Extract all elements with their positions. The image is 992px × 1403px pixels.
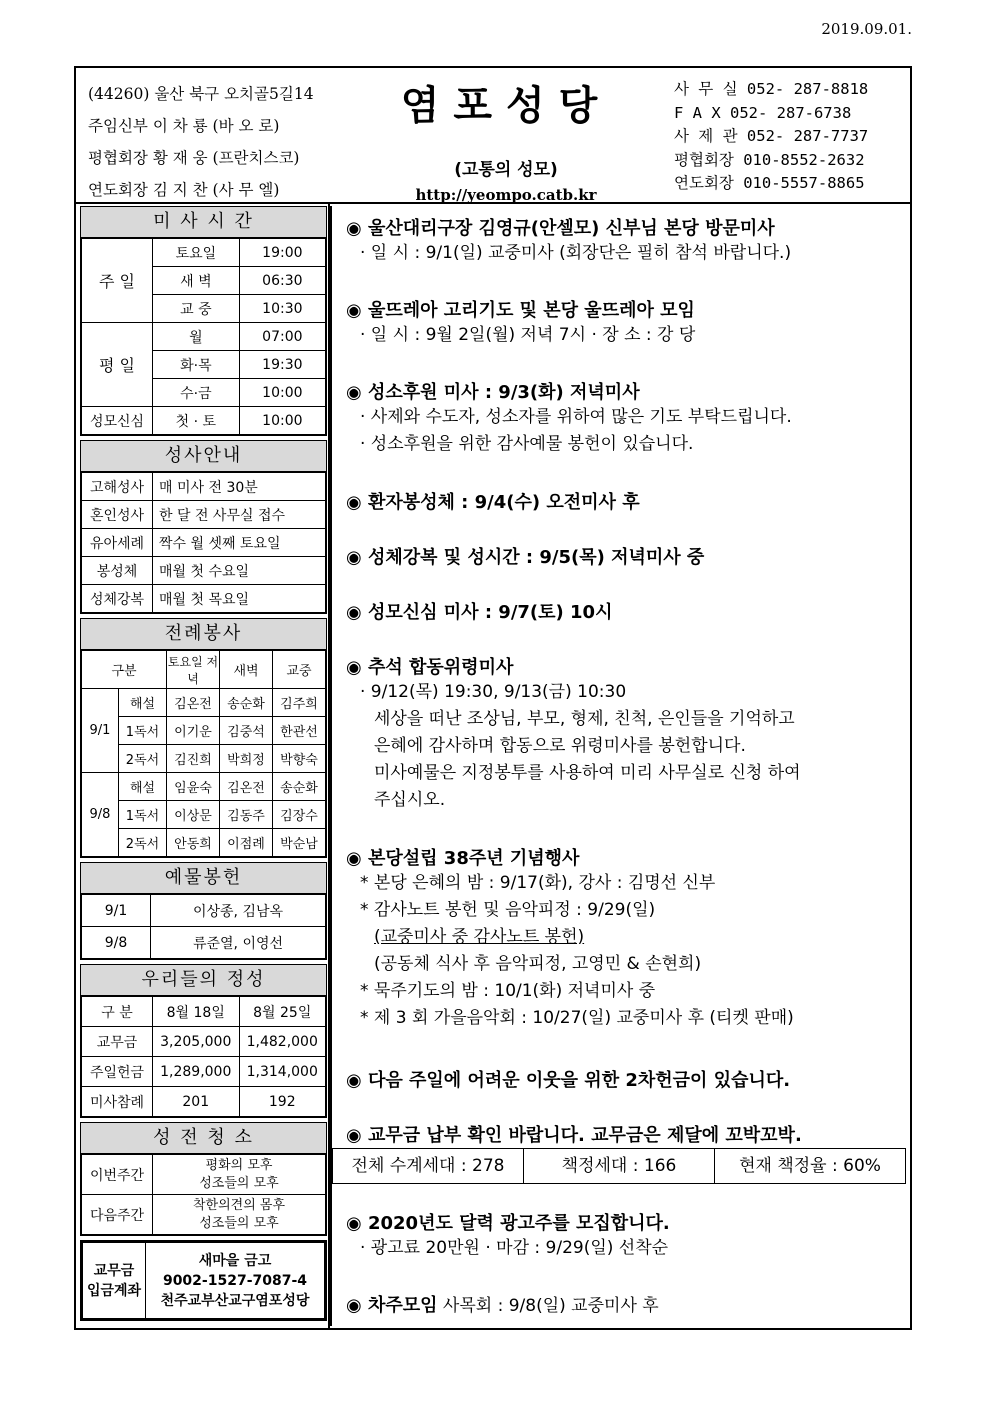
liturgy-person: 박희정 [220, 745, 273, 773]
notice-title: ◉ 성체강복 및 성시간 : 9/5(목) 저녁미사 중 [346, 547, 705, 568]
offering-section [80, 862, 327, 960]
liturgy-table [81, 650, 326, 857]
liturgy-role: 2독서 [119, 829, 167, 857]
contact-office: 사 무 실 052- 287-8818 [674, 80, 869, 98]
notice-title: ◉ 차주모임 [346, 1295, 438, 1316]
liturgy-person: 송순화 [220, 689, 273, 717]
donations-section [80, 964, 327, 1118]
liturgy-person: 김온전 [167, 689, 220, 717]
contact-rectory: 사 제 관 052- 287-7737 [674, 127, 869, 145]
donations-title: 우리들의 정성 [81, 965, 326, 996]
mass-times-table [81, 238, 326, 435]
header-title-block [386, 74, 626, 204]
notice-anniversary [346, 844, 794, 1032]
liturgy-section [80, 618, 327, 858]
liturgy-date: 9/8 [82, 773, 119, 857]
header-info [88, 78, 314, 206]
liturgy-person: 박향숙 [273, 745, 326, 773]
issue-date: 2019.09.01. [821, 20, 912, 38]
liturgy-role: 1독서 [119, 717, 167, 745]
mass-day: 토요일 [153, 239, 240, 267]
donation-category: 미사참례 [82, 1087, 153, 1117]
liturgy-role: 해설 [119, 689, 167, 717]
notice-tithe [346, 1121, 802, 1147]
sacrament-name: 성체강복 [82, 585, 153, 613]
cleaning-table [81, 1154, 326, 1235]
notice-line: · 일 시 : 9월 2일(월) 저녁 7시 · 장 소 : 강 당 [360, 325, 696, 345]
cleaning-group: 성조들의 모후 [199, 1215, 279, 1231]
liturgy-person: 임윤숙 [167, 773, 220, 801]
contact-list [674, 78, 868, 196]
sacrament-info: 매 미사 전 30분 [153, 473, 326, 501]
bank-name: 새마을 금고 [198, 1252, 272, 1269]
notice-title: ◉ 성모신심 미사 : 9/7(토) 10시 [346, 602, 613, 623]
notice-benediction [346, 543, 704, 569]
donation-amount: 3,205,000 [153, 1027, 240, 1057]
liturgy-date: 9/1 [82, 689, 119, 773]
tithe-assessed-households: 책정세대 : 166 [524, 1149, 715, 1183]
church-name: 염포성당 [400, 83, 612, 129]
liturgy-header: 토요일 저녁 [167, 651, 220, 689]
bank-table [82, 1242, 325, 1319]
notice-line: (공동체 식사 후 음악피정, 고영민 & 손현희) [374, 954, 702, 974]
sacrament-name: 봉성체 [82, 557, 153, 585]
notice-line: · 9/12(목) 19:30, 9/13(금) 10:30 [360, 682, 627, 702]
notice-line: · 광고료 20만원 · 마감 : 9/29(일) 선착순 [360, 1238, 669, 1258]
donation-amount: 1,314,000 [239, 1057, 326, 1087]
address: (44260) 울산 북구 오치골5길14 [88, 85, 314, 103]
bank-account-number: 9002-1527-7087-4 [162, 1272, 308, 1289]
notice-vocation [346, 378, 792, 458]
liturgy-role: 해설 [119, 773, 167, 801]
notice-title: ◉ 교무금 납부 확인 바랍니다. 교무금은 제달에 꼬박꼬박. [346, 1125, 802, 1146]
liturgy-person: 김장수 [273, 801, 326, 829]
notice-title: ◉ 울산대리구장 김영규(안셀모) 신부님 본당 방문미사 [346, 218, 775, 239]
liturgy-person: 이상문 [167, 801, 220, 829]
notice-title: ◉ 울뜨레아 고리기도 및 본당 울뜨레아 모임 [346, 300, 695, 321]
bank-label: 교무금 [93, 1262, 135, 1279]
notice-marian-mass [346, 598, 612, 624]
notice-line: 세상을 떠난 조상님, 부모, 형제, 친척, 은인들을 기억하고 [374, 709, 795, 729]
pastor: 주임신부 이 차 룡 (바 오 로) [88, 117, 280, 135]
notice-line: · 일 시 : 9/1(일) 교중미사 (회장단은 필히 참석 바랍니다.) [360, 243, 792, 263]
liturgy-person: 김주희 [273, 689, 326, 717]
sacrament-name: 유아세례 [82, 529, 153, 557]
bulletin-frame [74, 66, 912, 1330]
marian-label: 성모신심 [82, 407, 153, 435]
liturgy-person: 김중석 [220, 717, 273, 745]
bank-label: 입금계좌 [86, 1282, 142, 1299]
notice-line: · 성소후원을 위한 감사예물 봉헌이 있습니다. [360, 434, 694, 454]
mass-time: 19:00 [239, 239, 325, 267]
donations-header: 8월 18일 [153, 997, 240, 1027]
notice-title: ◉ 성소후원 미사 : 9/3(화) 저녁미사 [346, 382, 640, 403]
notice-line: * 본당 은혜의 밤 : 9/17(화), 강사 : 김명선 신부 [360, 873, 716, 893]
mass-day: 화·목 [153, 351, 240, 379]
notice-ultreya [346, 296, 695, 349]
donation-category: 주일헌금 [82, 1057, 153, 1087]
legion-president: 연도회장 김 지 찬 (사 무 엘) [88, 181, 280, 199]
liturgy-person: 한관선 [273, 717, 326, 745]
contact-legion: 연도회장 010-5557-8865 [674, 174, 865, 192]
mass-time: 07:00 [239, 323, 325, 351]
mass-time: 10:30 [239, 295, 325, 323]
donations-header: 8월 25일 [239, 997, 326, 1027]
notice-line: * 제 3 회 가을음악회 : 10/27(일) 교중미사 후 (티켓 판매) [360, 1008, 794, 1028]
cleaning-group: 평화의 모후 [205, 1157, 273, 1173]
notice-line: 주십시오. [374, 790, 446, 810]
cleaning-group: 성조들의 모후 [199, 1175, 279, 1191]
bank-account-box [80, 1240, 327, 1321]
donation-amount: 1,289,000 [153, 1057, 240, 1087]
mass-time: 19:30 [239, 351, 325, 379]
donations-header: 구 분 [82, 997, 153, 1027]
notice-title: ◉ 2020년도 달력 광고주를 모집합니다. [346, 1213, 670, 1234]
liturgy-header: 새벽 [220, 651, 273, 689]
liturgy-person: 김진희 [167, 745, 220, 773]
notice-weekly-meeting [346, 1291, 659, 1317]
sunday-label: 주 일 [82, 239, 153, 323]
notice-line: * 감사노트 봉헌 및 음악피정 : 9/29(일) [360, 900, 656, 920]
mass-day: 월 [153, 323, 240, 351]
notice-line: · 사제와 수도자, 성소자를 위하여 많은 기도 부탁드립니다. [360, 407, 792, 427]
bank-account-holder: 천주교부산교구염포성당 [160, 1292, 310, 1309]
sacraments-section [80, 440, 327, 614]
tithe-rate: 현재 책정율 : 60% [739, 1156, 881, 1176]
sacraments-title: 성사안내 [81, 441, 326, 472]
notice-second-collection [346, 1066, 790, 1092]
offering-names: 류준열, 이영선 [151, 927, 326, 959]
council-president: 평협회장 황 재 웅 (프란치스코) [88, 149, 300, 167]
cleaning-section [80, 1122, 327, 1236]
website-link[interactable]: http://yeompo.catb.kr [415, 186, 597, 204]
liturgy-person: 송순화 [273, 773, 326, 801]
notice-memorial-mass [346, 653, 801, 814]
notice-title: ◉ 다음 주일에 어려운 이웃을 위한 2차헌금이 있습니다. [346, 1070, 791, 1091]
sacraments-table [81, 472, 326, 613]
donation-category: 교무금 [82, 1027, 153, 1057]
mass-time: 10:00 [239, 407, 325, 435]
offering-title: 예물봉헌 [81, 863, 326, 894]
offering-names: 이상종, 김남옥 [151, 895, 326, 927]
notice-line: 미사예물은 지정봉투를 사용하여 미리 사무실로 신청 하여 [374, 763, 801, 783]
donation-amount: 1,482,000 [239, 1027, 326, 1057]
mass-day: 수·금 [153, 379, 240, 407]
sacrament-info: 한 달 전 사무실 접수 [153, 501, 326, 529]
contact-council: 평협회장 010-8552-2632 [674, 150, 865, 169]
contact-fax: F A X 052- 287-6738 [674, 103, 852, 122]
sacrament-info: 매월 첫 목요일 [153, 585, 326, 613]
liturgy-header: 교중 [273, 651, 326, 689]
notice-line: * 묵주기도의 밤 : 10/1(화) 저녁미사 중 [360, 981, 656, 1001]
mass-day: 새 벽 [153, 267, 240, 295]
left-column [80, 206, 327, 1321]
liturgy-person: 박순남 [273, 829, 326, 857]
notice-sick-communion [346, 488, 640, 514]
cleaning-group: 착한의견의 몸후 [192, 1197, 286, 1213]
offering-date: 9/1 [82, 895, 151, 927]
notice-title: ◉ 추석 합동위령미사 [346, 657, 514, 678]
notice-line: 사목회 : 9/8(일) 교중미사 후 [437, 1296, 659, 1316]
tithe-stats-box [332, 1148, 906, 1184]
notice-title: ◉ 본당설립 38주년 기념행사 [346, 848, 580, 869]
donation-amount: 201 [153, 1087, 240, 1117]
offering-date: 9/8 [82, 927, 151, 959]
liturgy-title: 전례봉사 [81, 619, 326, 650]
liturgy-person: 김온전 [220, 773, 273, 801]
notice-calendar-ads [346, 1209, 670, 1262]
sacrament-info: 매월 첫 수요일 [153, 557, 326, 585]
liturgy-person: 이기운 [167, 717, 220, 745]
mass-day: 교 중 [153, 295, 240, 323]
notice-title: ◉ 환자봉성체 : 9/4(수) 오전미사 후 [346, 492, 640, 513]
cleaning-title: 성 전 청 소 [81, 1123, 326, 1154]
cleaning-week: 다음주간 [82, 1195, 153, 1235]
notice-visit [346, 214, 791, 267]
liturgy-person: 김동주 [220, 801, 273, 829]
cleaning-week: 이번주간 [82, 1155, 153, 1195]
tithe-total-households: 전체 수계세대 : 278 [333, 1149, 524, 1183]
mass-time: 10:00 [239, 379, 325, 407]
donation-amount: 192 [239, 1087, 326, 1117]
notice-line: 은혜에 감사하며 합동으로 위령미사를 봉헌합니다. [374, 736, 746, 756]
mass-time: 06:30 [239, 267, 325, 295]
mass-day: 첫 · 토 [153, 407, 240, 435]
liturgy-header: 구분 [82, 651, 167, 689]
weekday-label: 평 일 [82, 323, 153, 407]
liturgy-role: 1독서 [119, 801, 167, 829]
offering-table [81, 894, 326, 959]
liturgy-person: 안동희 [167, 829, 220, 857]
patron-name: (고통의 성모) [454, 160, 558, 180]
mass-times-title: 미 사 시 간 [81, 207, 326, 238]
mass-times-section [80, 206, 327, 436]
liturgy-person: 이점례 [220, 829, 273, 857]
bulletin-header [76, 68, 910, 204]
notice-line: (교중미사 중 감사노트 봉헌) [374, 927, 585, 947]
sacrament-info: 짝수 월 셋째 토요일 [153, 529, 326, 557]
notices-column [330, 206, 910, 1326]
sacrament-name: 혼인성사 [82, 501, 153, 529]
liturgy-role: 2독서 [119, 745, 167, 773]
donations-table [81, 996, 326, 1117]
sacrament-name: 고해성사 [82, 473, 153, 501]
